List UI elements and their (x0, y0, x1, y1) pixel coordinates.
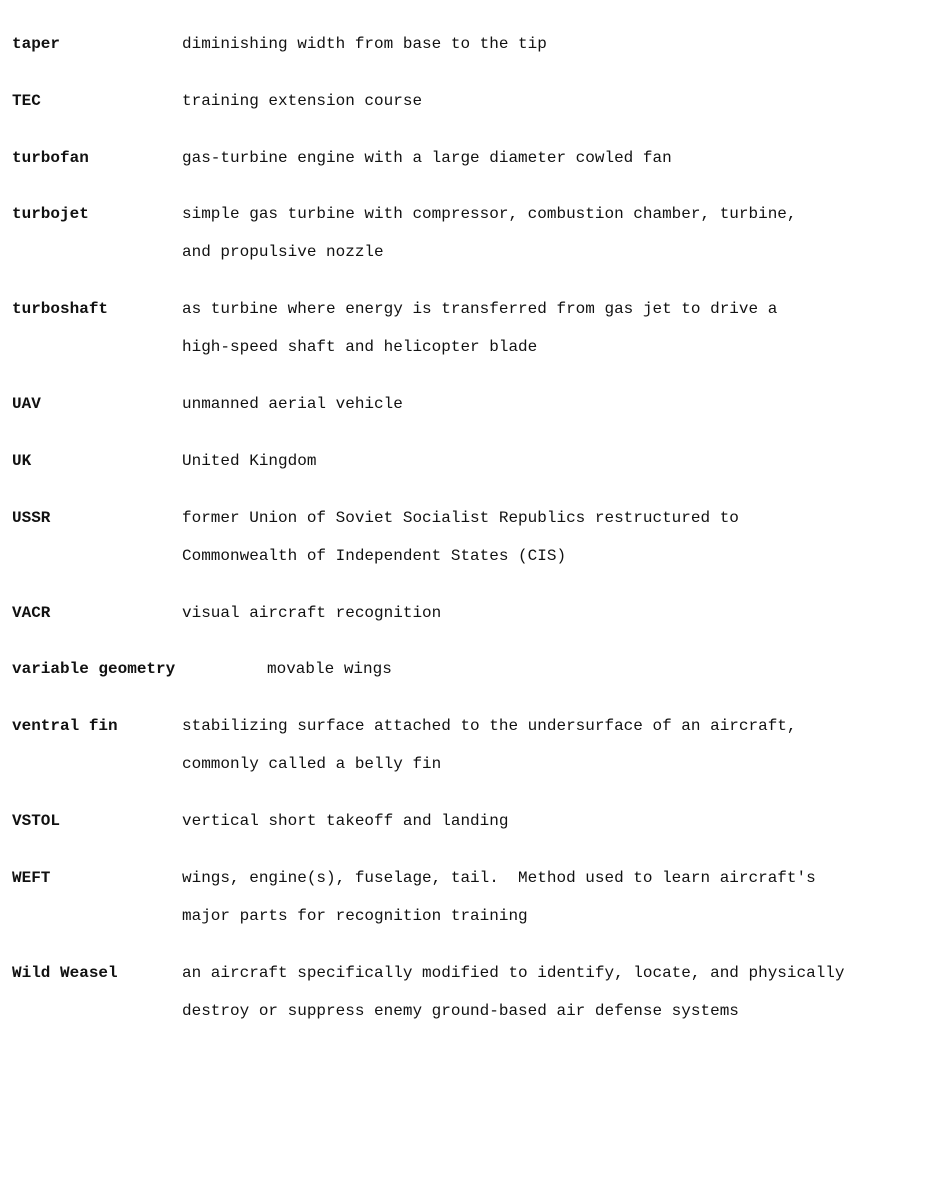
definition-line: United Kingdom (182, 452, 317, 470)
definition-line: former Union of Soviet Socialist Republics restructured to (182, 509, 739, 527)
definition-line: visual aircraft recognition (182, 604, 442, 622)
glossary-term: UK (12, 452, 32, 470)
definition-line: unmanned aerial vehicle (182, 395, 403, 413)
glossary-definition (182, 205, 918, 261)
glossary-term: turboshaft (12, 300, 109, 318)
glossary-term: ventral fin (12, 717, 118, 735)
definition-line: Commonwealth of Independent States (CIS) (182, 547, 567, 565)
glossary-definition (182, 93, 918, 109)
definition-line: wings, engine(s), fuselage, tail. Method used to learn aircraft's (182, 869, 816, 887)
definition-line: and propulsive nozzle (182, 243, 384, 261)
glossary-definition (182, 964, 918, 1020)
glossary-definition (182, 869, 918, 925)
definition-line: as turbine where energy is transferred from gas jet to drive a (182, 300, 778, 318)
glossary-definition (182, 509, 918, 565)
glossary-definition (182, 36, 918, 52)
definition-line: gas-turbine engine with a large diameter cowled fan (182, 149, 672, 167)
glossary-definition (182, 813, 918, 829)
glossary-term: WEFT (12, 869, 51, 887)
glossary-term: Wild Weasel (12, 964, 118, 982)
glossary-definition (182, 300, 918, 356)
definition-line: commonly called a belly fin (182, 755, 442, 773)
glossary-term: USSR (12, 509, 51, 527)
glossary-definition (182, 396, 918, 412)
glossary-term: UAV (12, 395, 41, 413)
definition-line: major parts for recognition training (182, 907, 528, 925)
glossary-definition (182, 453, 918, 469)
glossary-definition (182, 717, 918, 773)
glossary-term: taper (12, 35, 61, 53)
definition-line: training extension course (182, 92, 423, 110)
definition-line: diminishing width from base to the tip (182, 35, 547, 53)
glossary-term: TEC (12, 92, 41, 110)
glossary-term: turbojet (12, 205, 89, 223)
definition-line: movable wings (267, 660, 392, 678)
glossary-definition (182, 605, 918, 621)
definition-line: vertical short takeoff and landing (182, 812, 509, 830)
glossary-term: VSTOL (12, 812, 61, 830)
glossary-definition (267, 661, 926, 677)
definition-line: high-speed shaft and helicopter blade (182, 338, 538, 356)
definition-line: destroy or suppress enemy ground-based air defense systems (182, 1002, 739, 1020)
glossary-definition (182, 150, 918, 166)
definition-line: an aircraft specifically modified to identify, locate, and physically (182, 964, 845, 982)
glossary-term: turbofan (12, 149, 89, 167)
definition-line: simple gas turbine with compressor, combustion chamber, turbine, (182, 205, 797, 223)
glossary-term: VACR (12, 604, 51, 622)
glossary-term: variable geometry (12, 660, 176, 678)
definition-line: stabilizing surface attached to the undersurface of an aircraft, (182, 717, 797, 735)
